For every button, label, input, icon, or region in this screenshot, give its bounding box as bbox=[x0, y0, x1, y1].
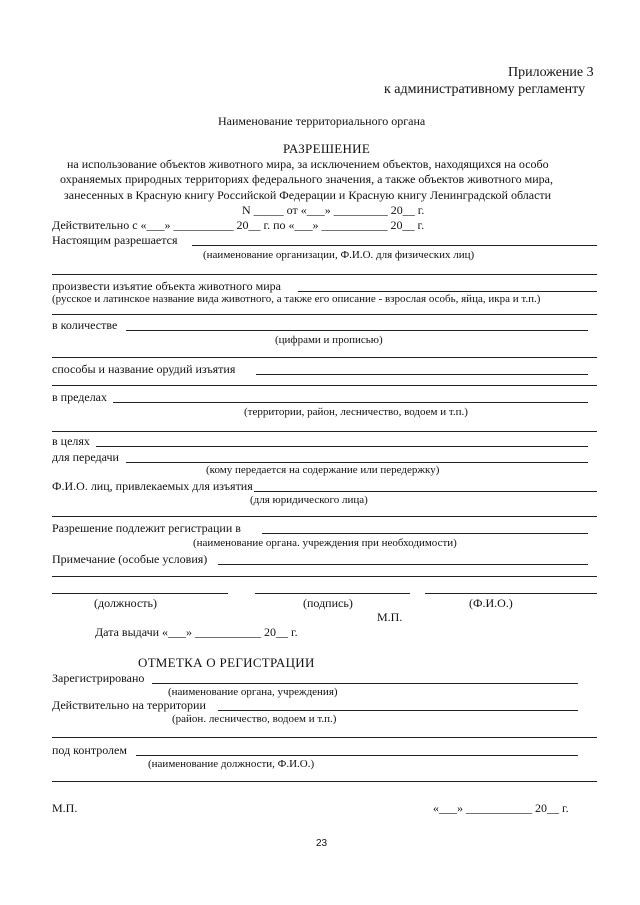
persons-label: Ф.И.О. лиц, привлекаемых для изъятия bbox=[52, 479, 253, 493]
appendix-label: Приложение 3 bbox=[508, 65, 594, 80]
title-line-1: на использование объектов животного мира, за исключением объектов, находящихся на особо bbox=[67, 157, 549, 171]
withdraw-line bbox=[298, 291, 597, 292]
fio-hint: (Ф.И.О.) bbox=[469, 596, 513, 610]
org-name: Наименование территориального органа bbox=[218, 114, 426, 128]
persons-line-2 bbox=[52, 516, 597, 517]
transfer-hint: (кому передается на содержание или передержку) bbox=[206, 464, 440, 476]
registration-stamp: М.П. bbox=[52, 801, 78, 815]
quantity-line bbox=[126, 330, 588, 331]
within-line bbox=[113, 402, 588, 403]
registration-hint: (наименование органа. учреждения при необходимости) bbox=[193, 537, 457, 549]
registration-label: Разрешение подлежит регистрации в bbox=[52, 521, 241, 535]
position-hint: (должность) bbox=[94, 596, 157, 610]
withdraw-line-2 bbox=[52, 314, 597, 315]
page-number: 23 bbox=[316, 838, 328, 849]
control-hint: (наименование должности, Ф.И.О.) bbox=[148, 758, 315, 770]
transfer-label: для передачи bbox=[52, 450, 119, 464]
note-label: Примечание (особые условия) bbox=[52, 552, 208, 566]
sign-line bbox=[255, 593, 410, 594]
within-label: в пределах bbox=[52, 390, 108, 404]
number-date-line: N _____ от «___» _________ 20__ г. bbox=[242, 203, 425, 217]
title-line-3: занесенных в Красную книгу Российской Федерации и Красную книгу Ленинградской области bbox=[64, 188, 552, 202]
transfer-line bbox=[126, 462, 588, 463]
persons-line bbox=[254, 491, 597, 492]
within-line-2 bbox=[52, 431, 597, 432]
control-label: под контролем bbox=[52, 743, 127, 757]
territory-line-2 bbox=[52, 737, 597, 738]
methods-label: способы и название орудий изъятия bbox=[52, 362, 236, 376]
registered-line bbox=[152, 683, 578, 684]
territory-hint: (район. лесничество, водоем и т.п.) bbox=[172, 713, 337, 725]
quantity-label: в количестве bbox=[52, 318, 118, 332]
sign-hint: (подпись) bbox=[303, 596, 353, 610]
title-line-2: охраняемых природных территориях федерального значения, а также объектов животного мира, bbox=[60, 172, 553, 186]
methods-line bbox=[256, 374, 588, 375]
registered-hint: (наименование органа, учреждения) bbox=[168, 686, 338, 698]
stamp-label: М.П. bbox=[377, 610, 403, 624]
persons-hint: (для юридического лица) bbox=[250, 494, 368, 506]
regulation-label: к административному регламенту bbox=[384, 82, 586, 97]
withdraw-hint: (русское и латинское название вида животного, а также его описание - взрослая особь, яйца, икра и т.п.) bbox=[52, 293, 541, 305]
registration-date: «___» ___________ 20__ г. bbox=[433, 801, 569, 815]
within-hint: (территории, район, лесничество, водоем и т.п.) bbox=[244, 406, 468, 418]
methods-line-2 bbox=[52, 385, 597, 386]
purpose-line bbox=[96, 446, 588, 447]
document-title: РАЗРЕШЕНИЕ bbox=[283, 141, 371, 156]
permit-line-2 bbox=[52, 274, 597, 275]
position-line bbox=[52, 593, 228, 594]
validity-line: Действительно с «___» __________ 20__ г. по «___» ___________ 20__ г. bbox=[52, 218, 425, 232]
quantity-hint: (цифрами и прописью) bbox=[275, 334, 383, 346]
purpose-label: в целях bbox=[52, 434, 90, 448]
withdraw-label: произвести изъятие объекта животного мира bbox=[52, 279, 281, 293]
registration-line bbox=[262, 533, 588, 534]
permit-hint: (наименование организации, Ф.И.О. для физических лиц) bbox=[203, 249, 475, 261]
registered-label: Зарегистрировано bbox=[52, 671, 145, 685]
territory-line bbox=[218, 710, 578, 711]
permit-label: Настоящим разрешается bbox=[52, 233, 178, 247]
control-line-2 bbox=[52, 781, 597, 782]
quantity-line-2 bbox=[52, 357, 597, 358]
territory-label: Действительно на территории bbox=[52, 698, 206, 712]
issue-date: Дата выдачи «___» ___________ 20__ г. bbox=[95, 625, 298, 639]
fio-line bbox=[425, 593, 597, 594]
note-line-2 bbox=[52, 576, 597, 577]
note-line bbox=[218, 564, 588, 565]
registration-title: ОТМЕТКА О РЕГИСТРАЦИИ bbox=[138, 655, 315, 670]
control-line bbox=[136, 755, 578, 756]
permit-line bbox=[192, 245, 597, 246]
